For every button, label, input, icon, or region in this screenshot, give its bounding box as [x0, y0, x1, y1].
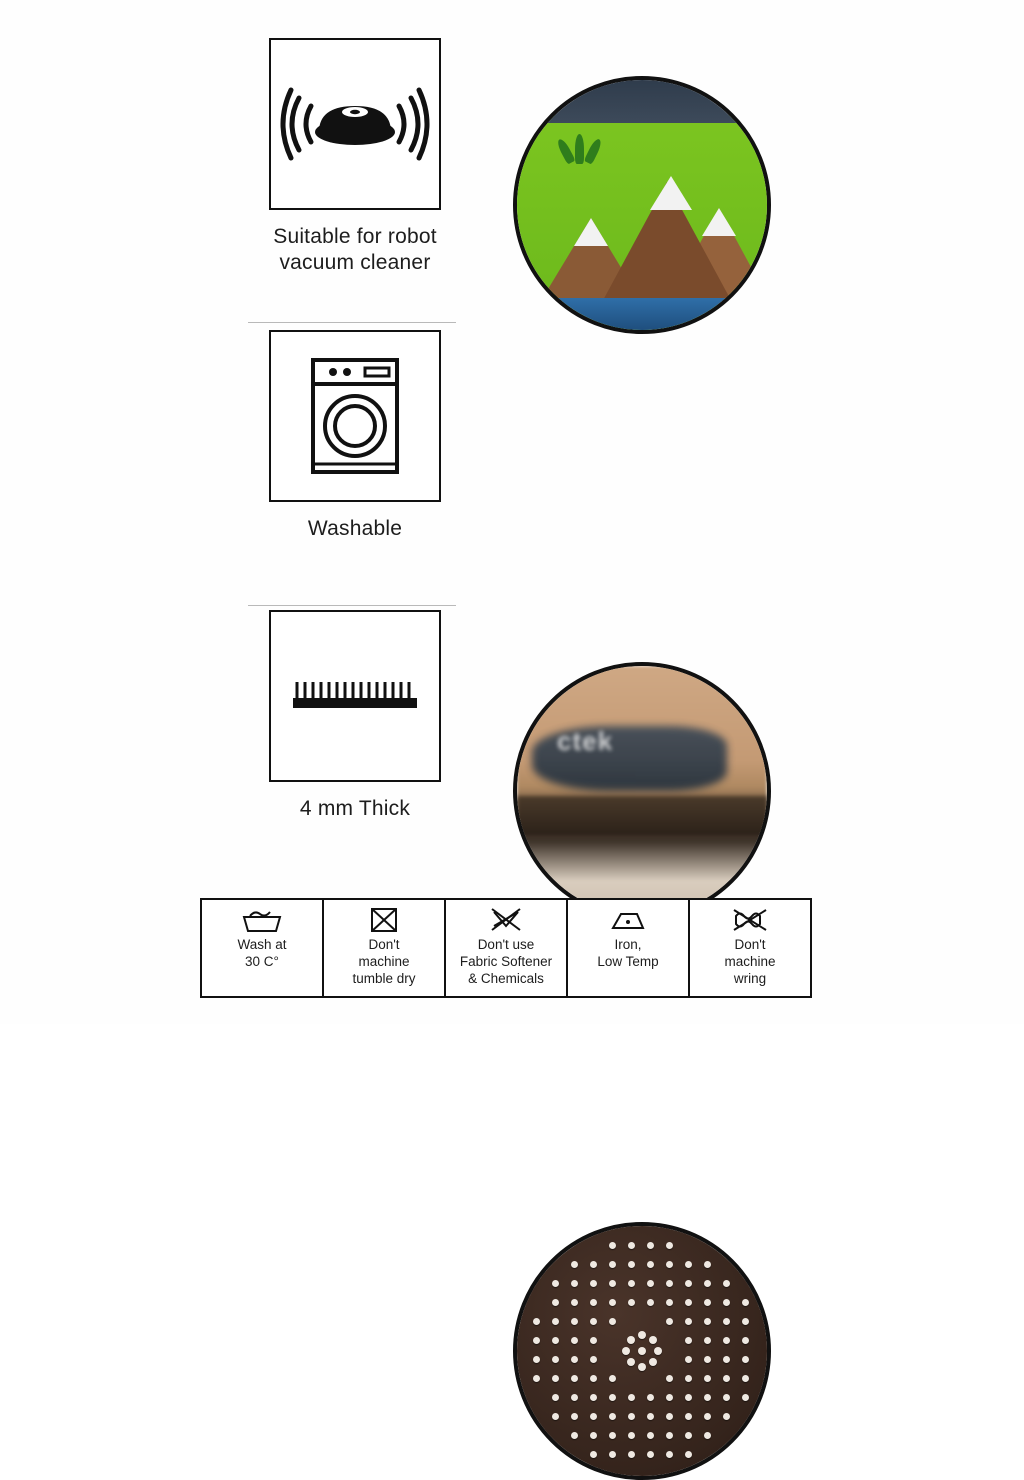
antislip-dot	[552, 1318, 559, 1325]
antislip-dot	[628, 1299, 635, 1306]
antislip-dot	[742, 1394, 749, 1401]
antislip-dot	[704, 1356, 711, 1363]
care-text-no-fabric-softener	[450, 937, 562, 988]
care-line1: Iron,	[614, 937, 642, 952]
antislip-dot	[666, 1242, 673, 1249]
antislip-dot	[723, 1394, 730, 1401]
antislip-dot	[571, 1356, 578, 1363]
antislip-dot	[571, 1394, 578, 1401]
antislip-dot	[609, 1394, 616, 1401]
antislip-dot-flower	[622, 1347, 630, 1355]
care-text-wash-30	[206, 937, 318, 971]
antislip-dot-flower	[649, 1358, 657, 1366]
feature-label-2-line1: Washable	[307, 517, 403, 540]
antislip-dot	[609, 1375, 616, 1382]
feature-icon-column-1	[250, 38, 460, 277]
section-divider-2	[248, 605, 456, 606]
feature-icon-column-2	[250, 330, 460, 542]
antislip-dot	[571, 1337, 578, 1344]
antislip-dot	[704, 1280, 711, 1287]
antislip-dot	[628, 1451, 635, 1458]
antislip-dot	[742, 1299, 749, 1306]
antislip-dot	[590, 1432, 597, 1439]
care-line1: Wash at	[237, 937, 287, 952]
antislip-dot	[609, 1318, 616, 1325]
care-line1: Don't	[368, 937, 400, 952]
antislip-dot	[609, 1299, 616, 1306]
antislip-dot	[666, 1261, 673, 1268]
care-line3: wring	[733, 970, 767, 986]
feature-label-2	[250, 516, 460, 542]
antislip-dot	[628, 1242, 635, 1249]
antislip-dot	[723, 1318, 730, 1325]
antislip-dot-flower	[638, 1331, 646, 1339]
antislip-dot	[704, 1375, 711, 1382]
landscape-sky	[517, 80, 767, 123]
antislip-dot	[590, 1375, 597, 1382]
antislip-dot	[571, 1432, 578, 1439]
antislip-dot	[590, 1337, 597, 1344]
antislip-dot	[666, 1413, 673, 1420]
antislip-dot	[647, 1242, 654, 1249]
antislip-dot	[552, 1337, 559, 1344]
antislip-dot	[723, 1280, 730, 1287]
antislip-dot	[666, 1375, 673, 1382]
antislip-dot	[666, 1451, 673, 1458]
feature-row-washable	[0, 330, 1024, 756]
feature-label-1	[250, 224, 460, 277]
antislip-dot	[590, 1299, 597, 1306]
antislip-dot	[571, 1261, 578, 1268]
antislip-dot	[685, 1451, 692, 1458]
antislip-dot-pattern	[517, 1226, 767, 1476]
antislip-dot	[533, 1337, 540, 1344]
antislip-dot	[609, 1432, 616, 1439]
antislip-dot	[704, 1432, 711, 1439]
antislip-dot	[533, 1356, 540, 1363]
care-item-no-wring	[688, 898, 812, 998]
antislip-dot	[685, 1337, 692, 1344]
rolled-rug-overlay-text: ctek	[557, 726, 614, 756]
antislip-dot-flower	[627, 1358, 635, 1366]
photo-landscape-rug	[513, 76, 771, 334]
antislip-dot	[552, 1413, 559, 1420]
antislip-dot	[571, 1413, 578, 1420]
antislip-dot-flower	[649, 1336, 657, 1344]
robot-vacuum-icon	[269, 38, 441, 210]
care-item-iron-low-temp	[566, 898, 690, 998]
antislip-dot	[666, 1432, 673, 1439]
antislip-dot	[685, 1394, 692, 1401]
landscape-river	[517, 298, 767, 331]
antislip-dot-flower	[627, 1336, 635, 1344]
antislip-dot	[628, 1413, 635, 1420]
antislip-dot	[704, 1394, 711, 1401]
care-line2: Fabric Softener	[459, 953, 553, 969]
care-line2: 30 C°	[245, 953, 279, 969]
feature-row-robot-vacuum	[0, 38, 1024, 318]
antislip-dot	[533, 1318, 540, 1325]
antislip-dot	[609, 1242, 616, 1249]
antislip-dot	[552, 1394, 559, 1401]
care-line1: Don't use	[477, 937, 535, 952]
antislip-dot	[647, 1280, 654, 1287]
antislip-dot	[590, 1394, 597, 1401]
antislip-dot	[571, 1280, 578, 1287]
antislip-dot	[742, 1356, 749, 1363]
antislip-dot	[609, 1413, 616, 1420]
no-wring-icon	[694, 906, 806, 934]
no-fabric-softener-icon	[450, 906, 562, 934]
antislip-dot	[647, 1299, 654, 1306]
antislip-dot	[666, 1394, 673, 1401]
antislip-dot	[704, 1413, 711, 1420]
antislip-dot	[628, 1432, 635, 1439]
antislip-dot	[590, 1413, 597, 1420]
antislip-dot	[704, 1318, 711, 1325]
landscape-snowcap-center	[650, 176, 692, 210]
care-text-iron-low-temp	[572, 937, 684, 971]
feature-label-1-line2: vacuum cleaner	[279, 251, 431, 275]
antislip-dot	[609, 1261, 616, 1268]
antislip-dot	[571, 1318, 578, 1325]
landscape-snowcap-left	[574, 218, 608, 246]
antislip-dot	[742, 1375, 749, 1382]
antislip-dot-center	[638, 1347, 646, 1355]
antislip-dot	[704, 1337, 711, 1344]
photo-antislip-backing	[513, 1222, 771, 1480]
antislip-dot	[590, 1280, 597, 1287]
care-line2: Low Temp	[597, 953, 659, 969]
antislip-dot	[590, 1356, 597, 1363]
care-line2: machine	[724, 953, 776, 969]
care-symbol-strip	[200, 898, 824, 998]
antislip-dot	[533, 1375, 540, 1382]
antislip-dot	[552, 1280, 559, 1287]
antislip-dot	[552, 1375, 559, 1382]
antislip-dot	[590, 1451, 597, 1458]
care-text-no-wring	[694, 937, 806, 988]
antislip-dot	[704, 1261, 711, 1268]
feature-label-1-line1: Suitable for robot	[273, 225, 437, 248]
antislip-dot	[685, 1299, 692, 1306]
feature-label-3-line1: 4 mm Thick	[299, 797, 411, 820]
care-text-no-tumble-dry	[328, 937, 440, 988]
care-item-no-tumble-dry	[322, 898, 446, 998]
antislip-dot	[647, 1394, 654, 1401]
antislip-dot	[647, 1432, 654, 1439]
care-item-no-fabric-softener	[444, 898, 568, 998]
care-line3: & Chemicals	[468, 970, 544, 986]
thickness-ruler-icon	[269, 610, 441, 782]
feature-icon-column-3	[250, 610, 460, 822]
antislip-dot-flower	[638, 1363, 646, 1371]
iron-low-temp-icon	[572, 906, 684, 934]
antislip-dot	[552, 1356, 559, 1363]
antislip-dot	[609, 1451, 616, 1458]
antislip-dot	[723, 1375, 730, 1382]
antislip-dot	[704, 1299, 711, 1306]
care-item-wash-30	[200, 898, 324, 998]
antislip-dot	[571, 1299, 578, 1306]
antislip-dot	[609, 1280, 616, 1287]
antislip-dot	[628, 1261, 635, 1268]
antislip-dot	[571, 1375, 578, 1382]
antislip-dot	[647, 1413, 654, 1420]
antislip-dot	[590, 1261, 597, 1268]
care-line3: tumble dry	[352, 970, 416, 986]
antislip-dot	[685, 1318, 692, 1325]
care-line2: machine	[358, 953, 410, 969]
antislip-dot	[723, 1299, 730, 1306]
antislip-dot	[685, 1356, 692, 1363]
feature-label-3	[250, 796, 460, 822]
antislip-dot	[628, 1280, 635, 1287]
no-tumble-dry-icon	[328, 906, 440, 934]
antislip-dot	[647, 1451, 654, 1458]
antislip-dot	[685, 1375, 692, 1382]
antislip-dot	[685, 1413, 692, 1420]
antislip-dot	[723, 1413, 730, 1420]
feature-row-thickness	[0, 610, 1024, 870]
antislip-dot	[666, 1280, 673, 1287]
antislip-dot	[723, 1337, 730, 1344]
antislip-dot	[628, 1394, 635, 1401]
wash-tub-30-icon	[206, 906, 318, 934]
antislip-dot	[742, 1337, 749, 1344]
antislip-dot	[552, 1299, 559, 1306]
washing-machine-icon	[269, 330, 441, 502]
antislip-dot	[723, 1356, 730, 1363]
antislip-dot	[742, 1318, 749, 1325]
antislip-dot-flower	[654, 1347, 662, 1355]
antislip-dot	[666, 1318, 673, 1325]
antislip-dot	[685, 1432, 692, 1439]
landscape-snowcap-right	[702, 208, 736, 236]
antislip-dot	[685, 1280, 692, 1287]
landscape-bush	[559, 138, 607, 164]
antislip-dot	[666, 1299, 673, 1306]
antislip-dot	[685, 1261, 692, 1268]
antislip-dot	[647, 1261, 654, 1268]
care-line1: Don't	[734, 937, 766, 952]
section-divider-1	[248, 322, 456, 323]
antislip-dot	[590, 1318, 597, 1325]
